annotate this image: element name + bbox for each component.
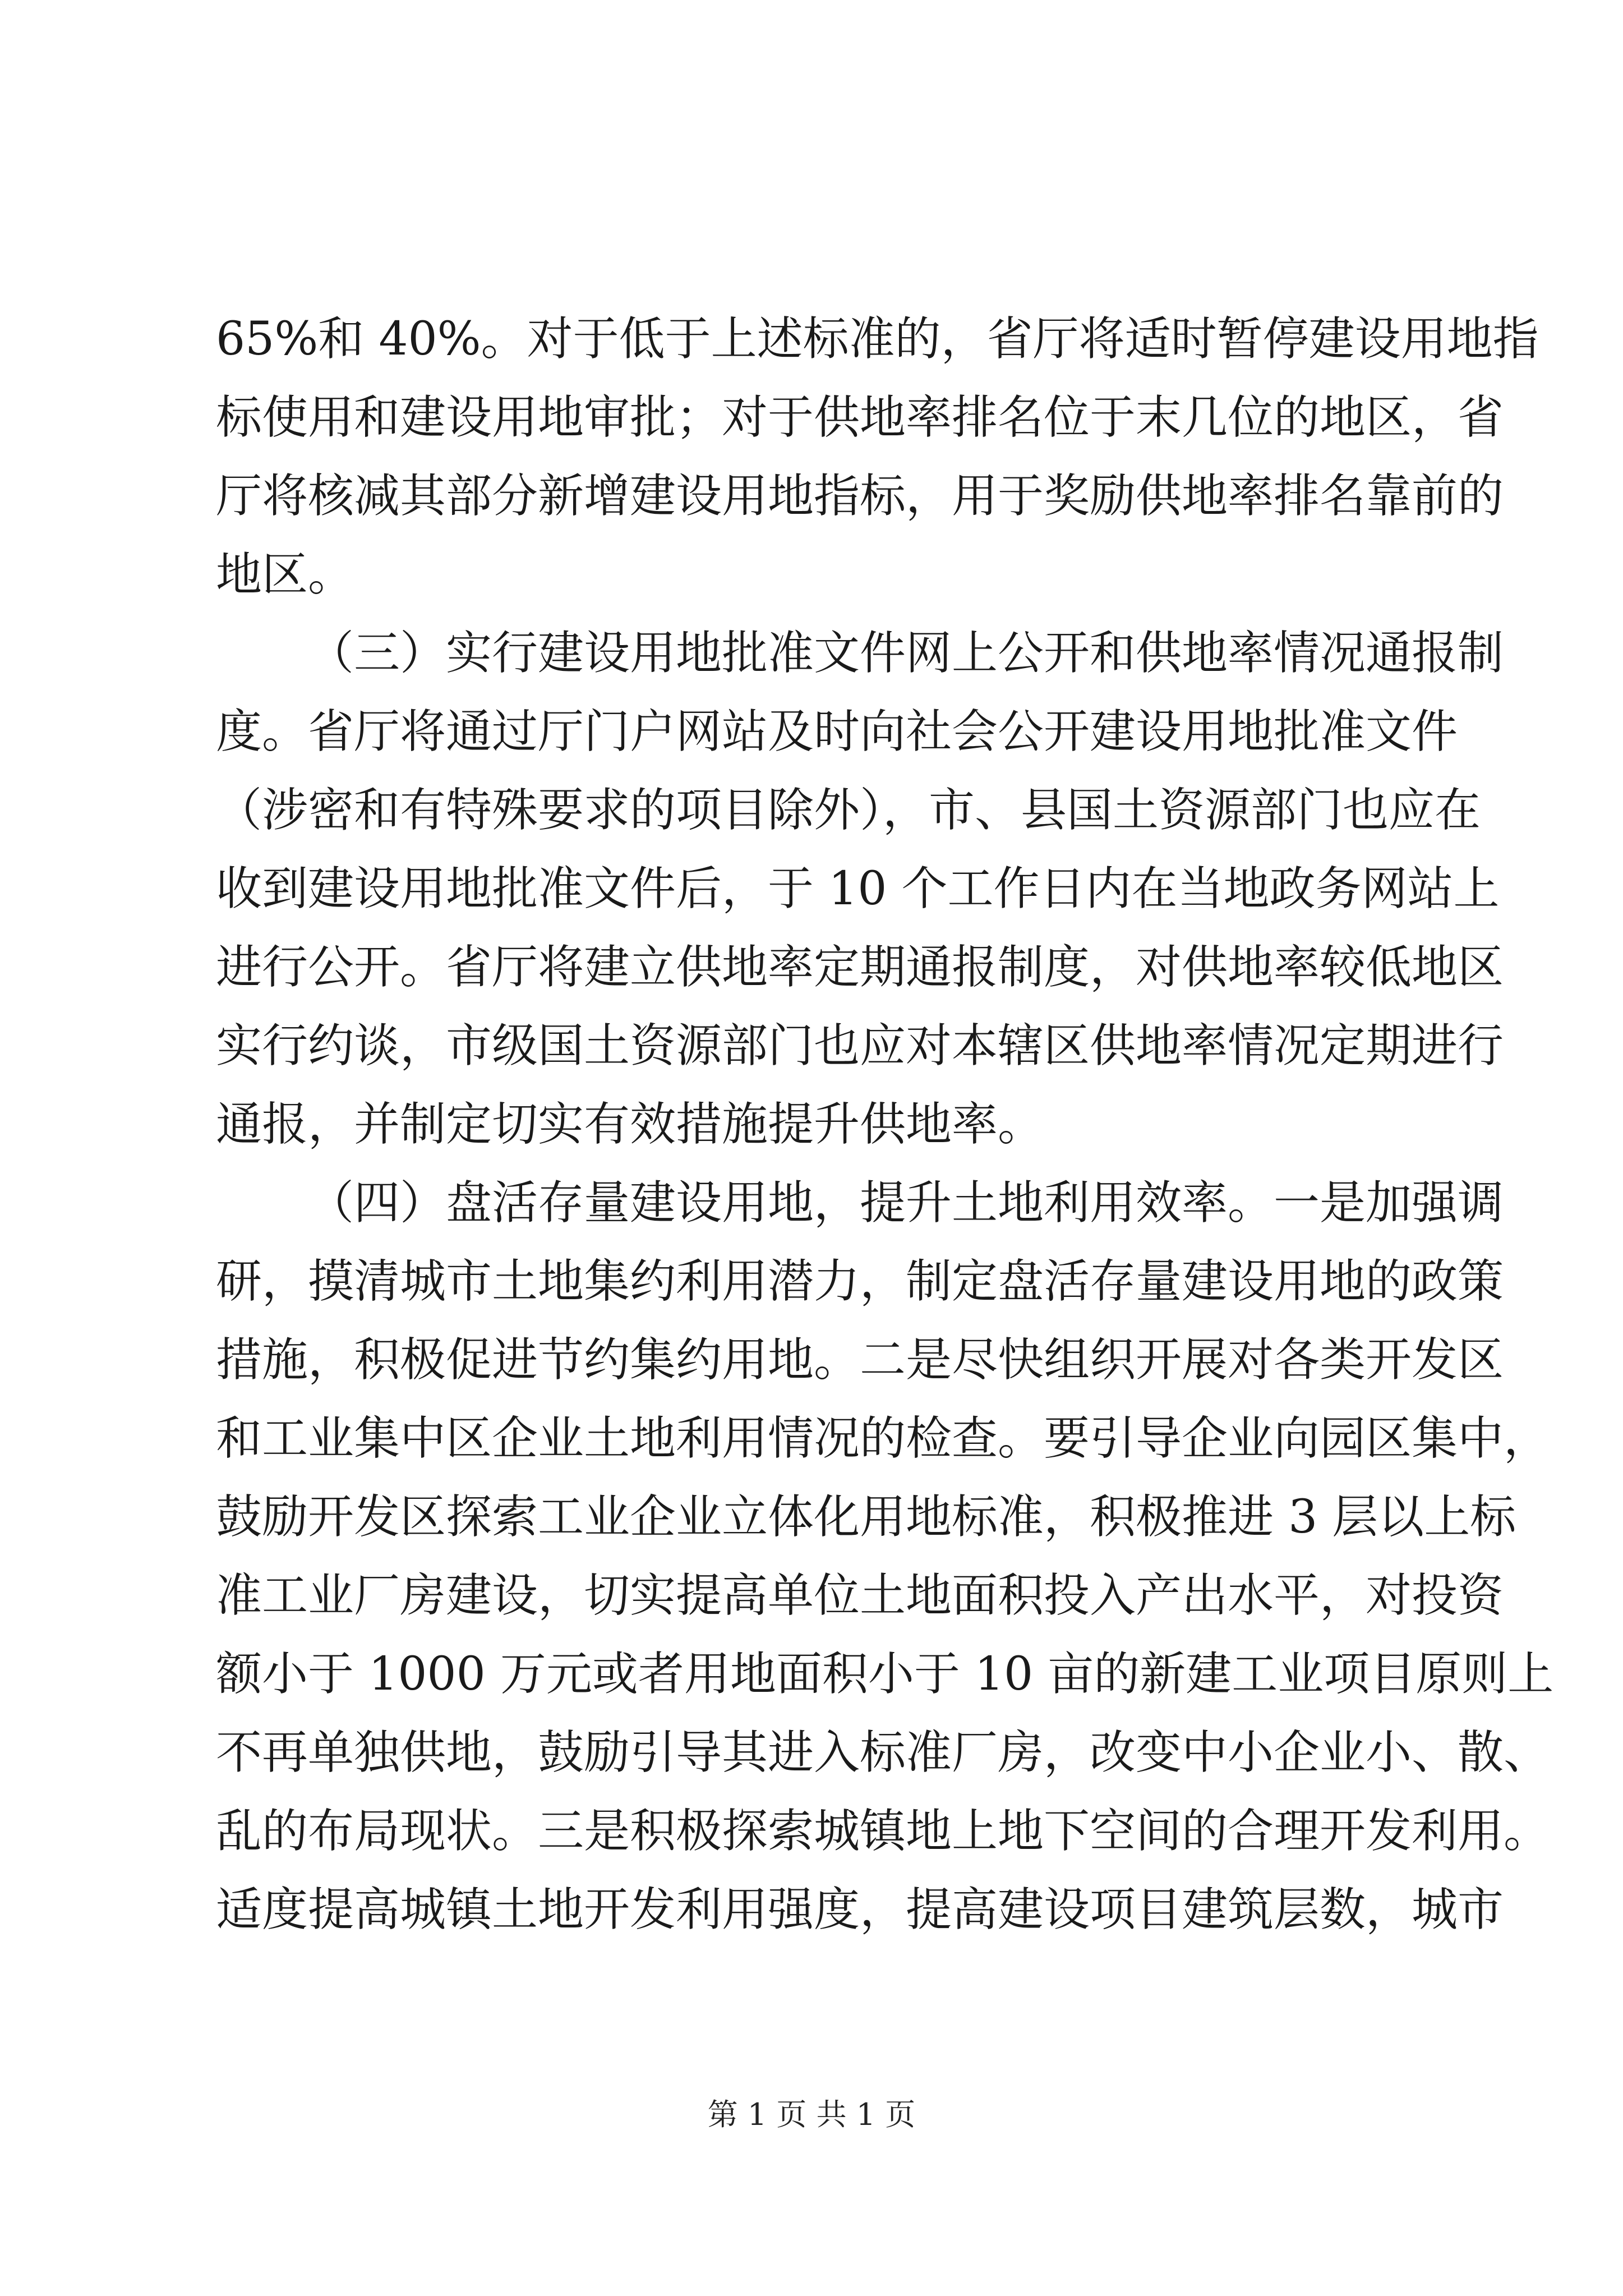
page-number-label: 第 1 页 共 1 页 xyxy=(707,2097,916,2132)
text-line-9: 进行公开。省厅将建立供地率定期通报制度，对供地率较低地区 xyxy=(216,941,1504,994)
body-text xyxy=(216,300,1554,1949)
text-line-14: 措施，积极促进节约集约用地。二是尽快组织开展对各类开发区 xyxy=(216,1333,1504,1387)
text-line-4: 地区。 xyxy=(216,548,354,601)
text-line-17: 准工业厂房建设，切实提高单位土地面积投入产出水平，对投资 xyxy=(216,1569,1504,1622)
text-line-12: （四）盘活存量建设用地，提升土地利用效率。一是加强调 xyxy=(308,1176,1504,1230)
text-line-8: 收到建设用地批准文件后，于 10 个工作日内在当地政务网站上 xyxy=(216,862,1500,915)
text-line-13: 研，摸清城市土地集约利用潜力，制定盘活存量建设用地的政策 xyxy=(216,1255,1504,1308)
text-line-6: 度。省厅将通过厅门户网站及时向社会公开建设用地批准文件 xyxy=(216,705,1458,758)
text-line-21: 适度提高城镇土地开发利用强度，提高建设项目建筑层数，城市 xyxy=(216,1883,1504,1936)
text-line-16: 鼓励开发区探索工业企业立体化用地标准，积极推进 3 层以上标 xyxy=(216,1490,1516,1544)
text-line-10: 实行约谈，市级国土资源部门也应对本辖区供地率情况定期进行 xyxy=(216,1019,1504,1073)
text-line-2: 标使用和建设用地审批；对于供地率排名位于末几位的地区，省 xyxy=(216,391,1504,444)
text-line-3: 厅将核减其部分新增建设用地指标，用于奖励供地率排名靠前的 xyxy=(216,470,1504,523)
text-line-15: 和工业集中区企业土地利用情况的检查。要引导企业向园区集中， xyxy=(216,1412,1550,1465)
text-line-20: 乱的布局现状。三是积极探索城镇地上地下空间的合理开发利用。 xyxy=(216,1805,1550,1858)
text-line-7: （涉密和有特殊要求的项目除外），市、县国土资源部门也应在 xyxy=(216,784,1481,837)
text-line-5: （三）实行建设用地批准文件网上公开和供地率情况通报制 xyxy=(308,627,1504,680)
text-line-18: 额小于 1000 万元或者用地面积小于 10 亩的新建工业项目原则上 xyxy=(216,1648,1554,1701)
page-footer xyxy=(0,2095,1623,2134)
text-line-19: 不再单独供地，鼓励引导其进入标准厂房，改变中小企业小、散、 xyxy=(216,1726,1550,1779)
text-line-1: 65%和 40%。对于低于上述标准的，省厅将适时暂停建设用地指 xyxy=(216,312,1539,366)
text-line-11: 通报，并制定切实有效措施提升供地率。 xyxy=(216,1098,1044,1151)
